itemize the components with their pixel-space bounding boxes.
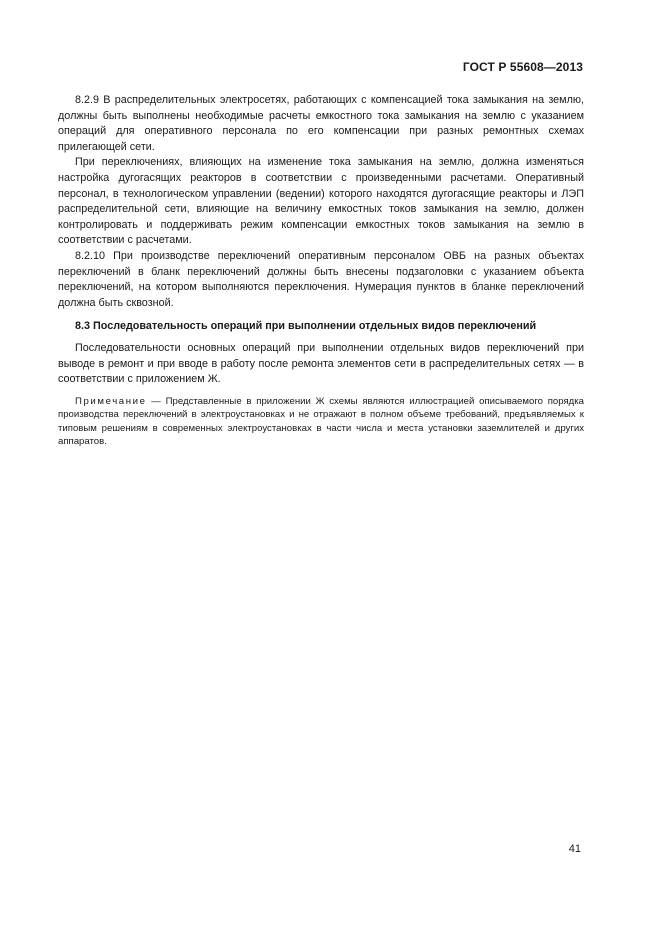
page-number: 41 xyxy=(568,843,581,855)
standard-code: ГОСТ Р 55608—2013 xyxy=(462,60,583,74)
section-title-8-3: 8.3 Последовательность операций при выполнении отдельных видов переключений xyxy=(75,320,537,333)
document-body xyxy=(58,93,584,448)
paragraph-reactor-tuning: При переключениях, влияющих на изменение тока замыкания на землю, должна изменяться настройка дугогасящих реакторов в соответствии с произведенными расчетами. Оперативный персонал, в технологическом управлении (ведении) которого находятся дугогасящие реакторы и ЛЭП распределительной сети, влияющие на величину емкостных токов замыкания на землю, должен контролировать и поддерживать режим компенсации емкостных токов замыкания на землю в соответствии с расчетами. xyxy=(58,156,584,247)
note-label: Примечание xyxy=(75,395,147,407)
paragraph-8-2-10: 8.2.10 При производстве переключений оперативным персоналом ОВБ на разных объектах переключений в бланк переключений должны быть внесены подзаголовки с указанием объекта переключений, на котором выполняются переключения. Нумерация пунктов в бланке переключений должна быть сквозной. xyxy=(58,249,584,309)
paragraph-operation-sequences: Последовательности основных операций при выполнении отдельных видов переключений при выводе в ремонт и при вводе в работу после ремонта элементов сети в распределительных сетях — в соответствии с приложением Ж. xyxy=(58,341,584,386)
paragraph-8-2-9: 8.2.9 В распределительных электросетях, работающих с компенсацией тока замыкания на землю, должны быть выполнены необходимые расчеты емкостного тока замыкания на землю с указанием операций для оперативного персонала по его компенсации при разных ремонтных схемах прилегающей сети. xyxy=(58,94,584,153)
note-text: — Представленные в приложении Ж схемы являются иллюстрацией описываемого порядка производства переключений в электроустановках и не отражают в полном объеме требований, предъявляемых к типовым решениям в современных электроустановках в части числа и места установки заземлителей и других аппаратов. xyxy=(58,395,584,447)
note xyxy=(58,395,584,449)
